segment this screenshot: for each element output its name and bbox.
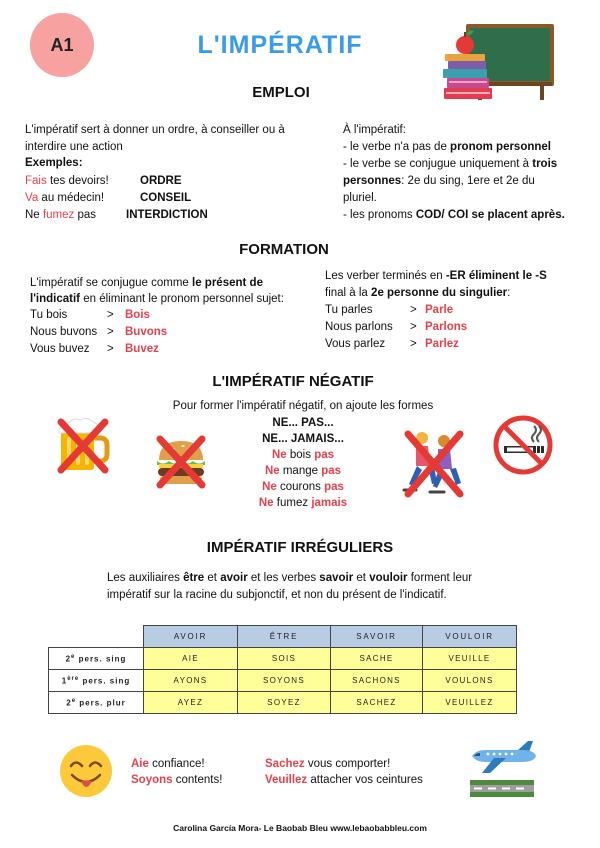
row-label-text: pers. plur (79, 698, 126, 708)
level-badge-label: A1 (50, 34, 74, 55)
table-cell: SOIS (238, 648, 331, 670)
formation-text: Les verber terminés en (325, 270, 443, 282)
section-heading-emploi: EMPLOI (252, 84, 310, 101)
emploi-examples-label: Exemples: (25, 157, 83, 169)
footer-credit (0, 822, 600, 834)
example-verb: Va (25, 192, 39, 204)
bottom-example-verb: Soyons (131, 774, 173, 786)
row-label (49, 670, 144, 692)
table-cell: AIE (144, 648, 238, 670)
neg-verb: fumez (276, 497, 309, 509)
table-corner-cell (49, 626, 144, 648)
conj-to: Buvez (125, 343, 159, 355)
para-text: Les auxiliaires (107, 572, 180, 584)
arrow-sign: > (410, 338, 417, 350)
row-label-ordinal: ère (67, 675, 80, 682)
smiley-face (60, 745, 112, 797)
negatif-intro: Pour former l'impératif négatif, on ajoute les formes (172, 400, 434, 412)
example-rest: au médecin! (41, 192, 105, 204)
rule-text: - le verbe n'a pas de (343, 141, 447, 153)
emploi-rule-2-line-3: pluriel. (343, 192, 377, 204)
formation-text: : (507, 287, 511, 299)
emploi-rule-2-line-2 (343, 173, 535, 189)
rule-bold: pronom personnel (450, 141, 551, 153)
row-label-text: pers. sing (78, 654, 127, 664)
para-bold: être (183, 572, 205, 584)
formation-bold: le présent de (192, 277, 263, 289)
rule-bold: trois (532, 158, 558, 170)
rule-text: : 2e du sing, 1ere et 2e du (401, 175, 535, 187)
footer-website: www.lebaobabbleu.com (330, 823, 427, 833)
bottom-example-rest: contents! (175, 774, 223, 786)
conjugation-table (48, 625, 517, 714)
negatif-form-2: NE... JAMAIS... (262, 433, 344, 445)
emploi-intro-line-1: L'impératif sert à donner un ordre, à conseiller ou à (25, 124, 285, 136)
table-cell: AYONS (144, 670, 238, 692)
example-verb: fumez (42, 209, 75, 221)
formation-text: en éliminant le pronom personnel sujet: (83, 293, 284, 305)
arrow-sign: > (410, 321, 417, 333)
negatif-form-1: NE... PAS... (272, 417, 334, 429)
example-type-label: INTERDICTION (126, 209, 208, 221)
table-cell: VEUILLEZ (423, 692, 517, 714)
column-header: SAVOIR (331, 626, 423, 648)
irreguliers-line-2: impératif sur la racine du subjonctif, et non du présent de l'indicatif. (107, 589, 447, 601)
example-prefix: Ne (25, 209, 40, 221)
conj-to: Parlez (425, 338, 459, 350)
column-header: VOULOIR (423, 626, 517, 648)
section-heading-negatif: L'IMPÉRATIF NÉGATIF (212, 373, 374, 390)
airplane (472, 741, 536, 773)
table-cell: SOYEZ (238, 692, 331, 714)
row-label-number: 2 (65, 654, 72, 664)
apple (456, 31, 474, 55)
row-label-ordinal: e (71, 697, 77, 704)
example-verb: Fais (25, 175, 47, 187)
formation-bold: -ER éliminent le -S (445, 270, 547, 282)
conj-from: Tu bois (30, 309, 68, 321)
para-bold: vouloir (369, 572, 408, 584)
emploi-example-3 (25, 207, 96, 223)
para-text: et les verbes (250, 572, 317, 584)
example-rest: pas (77, 209, 96, 221)
bottom-example-4 (265, 772, 423, 788)
table-cell: AYEZ (144, 692, 238, 714)
table-cell: VEUILLE (423, 648, 517, 670)
conj-from: Vous parlez (325, 338, 386, 350)
footer-author: Carolina García Mora- Le Baobab Bleu (173, 823, 329, 833)
column-header: ÊTRE (238, 626, 331, 648)
formation-right-line-1 (325, 268, 547, 284)
rule-text: - les pronoms (343, 209, 413, 221)
table-cell: SACHONS (331, 670, 423, 692)
bottom-example-rest: confiance! (152, 758, 205, 770)
column-header: AVOIR (144, 626, 238, 648)
table-header-row (49, 626, 517, 648)
rule-text: - le verbe se conjugue uniquement à (343, 158, 530, 170)
neg-ne: Ne (264, 465, 280, 477)
neg-particle: pas (321, 465, 342, 477)
arrow-sign: > (410, 304, 417, 316)
bottom-example-verb: Sachez (265, 758, 305, 770)
example-type-label: ORDRE (140, 175, 182, 187)
emploi-example-1 (25, 173, 109, 189)
neg-particle: jamais (311, 497, 348, 509)
table-row (49, 692, 517, 714)
row-label (49, 692, 144, 714)
emploi-rule-3 (343, 207, 565, 223)
neg-verb: courons (279, 481, 321, 493)
row-label (49, 648, 144, 670)
neg-particle: pas (324, 481, 344, 493)
no-smoking-icon (492, 414, 554, 476)
conj-from: Tu parles (325, 304, 373, 316)
example-type-label: CONSEIL (140, 192, 192, 204)
bottom-example-rest: vous comporter! (307, 758, 391, 770)
rule-bold: COD/ COI se placent après. (415, 209, 565, 221)
formation-left-line-2 (30, 291, 284, 307)
neg-verb: bois (289, 449, 311, 461)
bottom-example-3 (265, 756, 390, 772)
para-bold: avoir (220, 572, 248, 584)
bottom-example-rest: attacher vos ceintures (310, 774, 423, 786)
conj-to: Bois (125, 309, 150, 321)
emploi-rule-1 (343, 139, 551, 155)
table-row (49, 670, 517, 692)
table-row (49, 648, 517, 670)
row-label-text: pers. sing (82, 676, 131, 686)
airplane-runway-icon (466, 738, 538, 800)
table-cell: SOYONS (238, 670, 331, 692)
conj-from: Nous parlons (325, 321, 393, 333)
para-text: et (207, 572, 217, 584)
section-heading-irreguliers: IMPÉRATIF IRRÉGULIERS (206, 539, 394, 556)
bottom-example-1 (131, 756, 205, 772)
formation-text: L'impératif se conjugue comme (30, 277, 189, 289)
runway (470, 780, 534, 797)
bottom-example-2 (131, 772, 222, 788)
crossed-out-burger-icon (153, 433, 209, 491)
row-label-number: 1 (61, 676, 68, 686)
conj-from: Nous buvons (30, 326, 98, 338)
conj-from: Vous buvez (30, 343, 90, 355)
formation-bold: l'indicatif (30, 293, 81, 305)
neg-ne: Ne (271, 449, 287, 461)
emploi-intro-line-2: interdire une action (25, 141, 123, 153)
para-text: forment leur (410, 572, 473, 584)
crossed-out-beer-icon (53, 414, 113, 476)
neg-ne: Ne (258, 497, 274, 509)
row-label-number: 2 (66, 698, 72, 708)
formation-left-line-1 (30, 275, 263, 291)
arrow-sign: > (107, 343, 114, 355)
crossed-out-running-people-icon (400, 428, 468, 500)
formation-right-line-2 (325, 285, 510, 301)
emploi-example-2 (25, 190, 104, 206)
bottom-example-verb: Aie (131, 758, 149, 770)
section-heading-formation: FORMATION (239, 241, 329, 258)
neg-verb: mange (282, 465, 319, 477)
para-text: et (356, 572, 366, 584)
example-rest: tes devoirs! (49, 175, 109, 187)
smiley-tongue-icon (58, 743, 114, 799)
bottom-example-verb: Veuillez (265, 774, 308, 786)
table-cell: SACHE (331, 648, 423, 670)
table-cell: SACHEZ (331, 692, 423, 714)
page-title: L'IMPÉRATIF (197, 31, 363, 59)
irreguliers-line-1 (107, 570, 472, 586)
neg-ne: Ne (262, 481, 277, 493)
emploi-rules-title: À l'impératif: (343, 124, 406, 136)
formation-text: final à la (325, 287, 368, 299)
table-cell: VOULONS (423, 670, 517, 692)
neg-particle: pas (314, 449, 335, 461)
row-label-ordinal: e (71, 653, 76, 660)
rule-bold: personnes (343, 175, 402, 187)
para-bold: savoir (319, 572, 354, 584)
conj-to: Parle (425, 304, 454, 316)
conj-to: Buvons (125, 326, 168, 338)
arrow-sign: > (107, 326, 114, 338)
conj-to: Parlons (425, 321, 468, 333)
emploi-rule-2-line-1 (343, 156, 557, 172)
formation-bold: 2e personne du singulier (371, 287, 508, 299)
arrow-sign: > (107, 309, 114, 321)
